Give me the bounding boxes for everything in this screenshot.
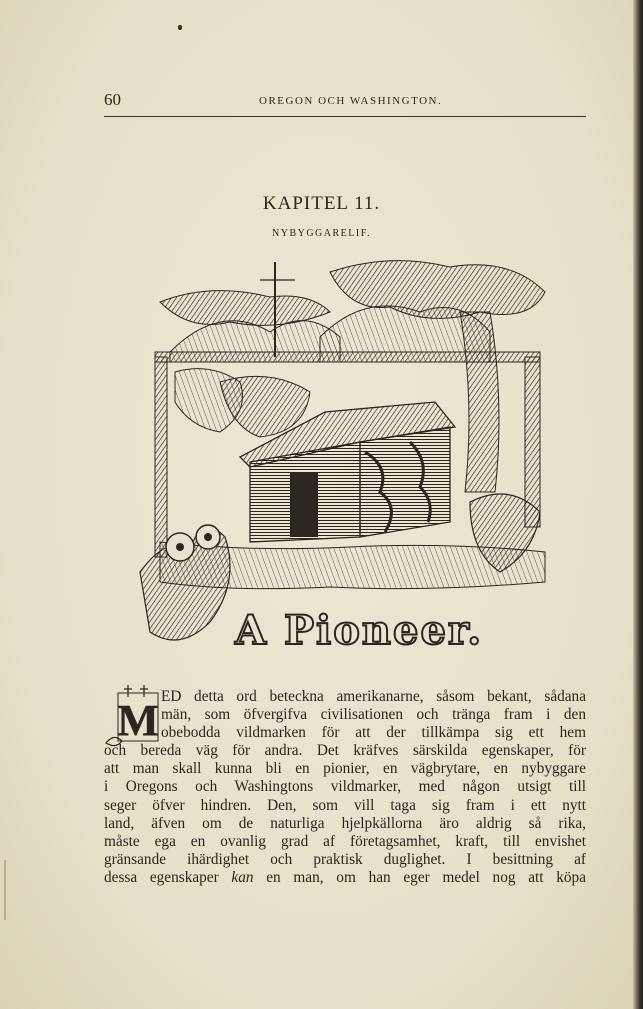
text-line: ED detta ord beteckna amerikanarne, såsom bekant, sådana	[161, 688, 586, 705]
text-line: måste ega en ovanlig grad af företagsamhet, kraft, till envishet	[104, 832, 586, 850]
page-number: 60	[104, 90, 121, 109]
page-header	[104, 90, 586, 112]
text-line: seger öfver hindren. Den, som vill taga sig fram i ett nytt	[104, 796, 586, 814]
text-line-last	[104, 869, 586, 887]
emphasized-word: kan	[231, 868, 254, 886]
text-line: i Oregons och Washingtons vildmarker, med någon utsigt till	[104, 778, 586, 796]
pioneer-cabin-illustration	[130, 252, 550, 682]
text-line: land, äfven om de naturliga hjelpkällorna äro aldrig så rika,	[104, 814, 586, 832]
text-line: och bereda väg för andra. Det kräfves särskilda egenskaper, för	[104, 742, 586, 760]
text-line: gränsande ihärdighet och praktisk duglighet. I besittning af	[104, 850, 586, 868]
running-head: OREGON OCH WASHINGTON.	[259, 95, 443, 107]
drop-cap-letter: M	[117, 696, 159, 745]
paper-speck	[4, 860, 6, 920]
page-edge-shadow	[633, 0, 643, 1009]
text-segment: en man, om han eger medel nog att köpa	[253, 868, 586, 886]
illustration-caption: A Pioneer.	[235, 607, 484, 654]
text-segment: dessa egenskaper	[104, 868, 232, 886]
text-line: män, som öfvergifva civilisationen och tränga fram i den	[161, 706, 586, 724]
paper-mark	[178, 25, 182, 30]
text-line: obebodda vildmarken för att der tillkämpa sig ett hem	[161, 724, 586, 742]
text-line: att man skall kunna bli en pionier, en vägbrytare, en nybyggare	[104, 760, 586, 778]
chapter-subtitle: NYBYGGARELIF.	[272, 228, 371, 239]
chapter-title: KAPITEL 11.	[262, 193, 381, 214]
body-paragraph	[104, 688, 586, 887]
header-rule	[104, 116, 586, 117]
